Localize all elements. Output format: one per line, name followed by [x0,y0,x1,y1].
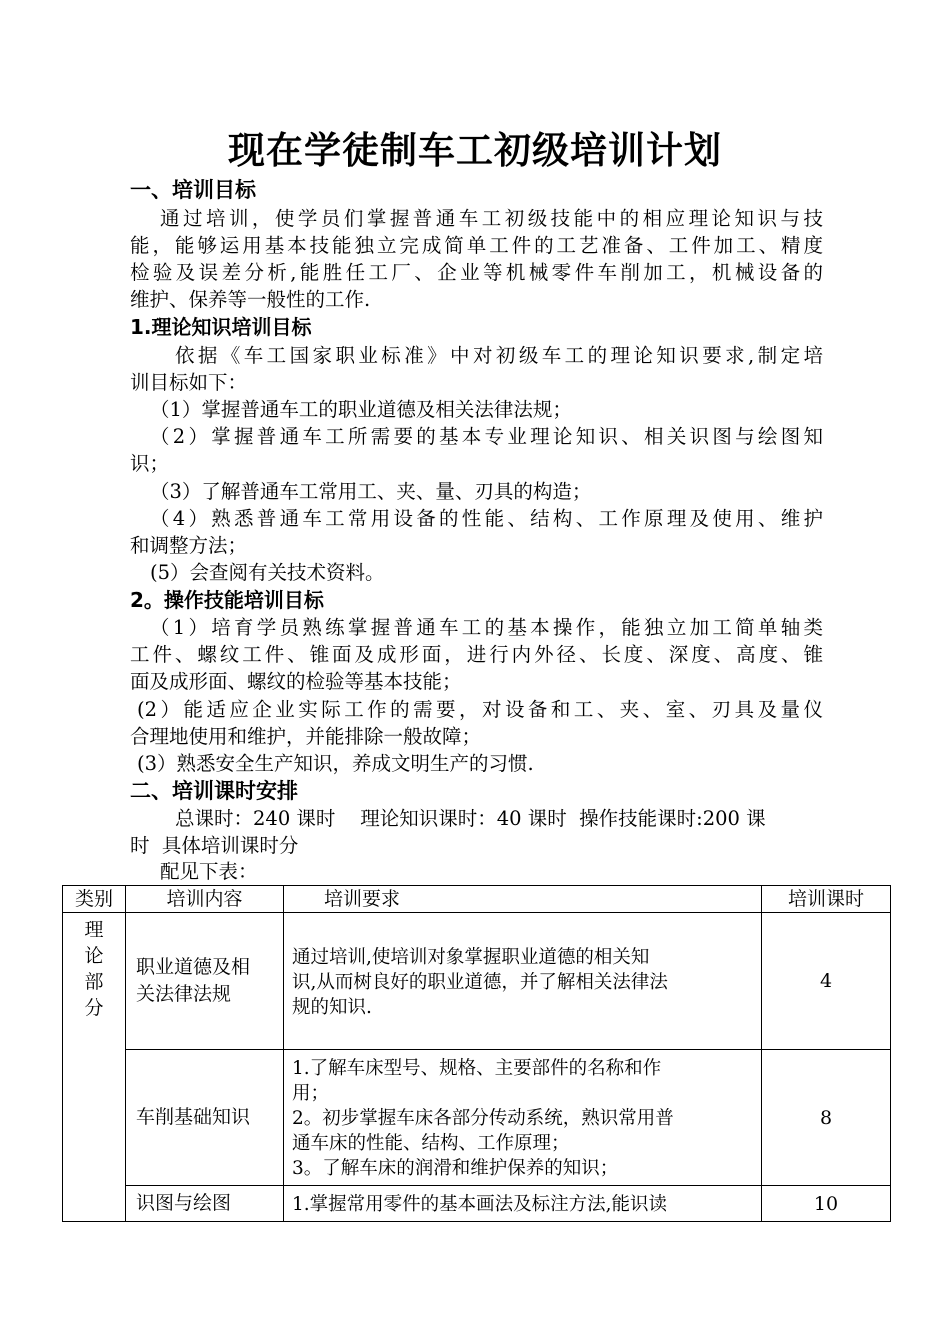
paragraph-line: 维护、保养等一般性的工作. [130,288,371,311]
paragraph-line: 依据《车工国家职业标准》中对初级车工的理论知识要求,制定培 [175,344,823,367]
table-row [63,1050,891,1186]
cell-line: 用； [292,1083,330,1104]
list-item: （2）掌握普通车工所需要的基本专业理论知识、相关识图与绘图知 [150,425,823,448]
cell-line: 职业道德及相 [136,956,251,978]
list-item: (5）会查阅有关技术资料。 [150,561,385,584]
cell-line: 识图与绘图 [136,1192,232,1214]
subsection-2-heading: 2。操作技能培训目标 [130,588,324,612]
paragraph-line: 检验及误差分析,能胜任工厂、企业等机械零件车削加工，机械设备的 [130,261,823,284]
hours-cell: 8 [762,1050,891,1186]
paragraph-line: 训目标如下： [130,371,248,394]
table-row [63,913,891,1050]
cell-line: 通过培训,使培训对象掌握职业道德的相关知 [292,946,650,968]
paragraph-line: 配见下表： [160,860,258,883]
list-item: (3）熟悉安全生产知识，养成文明生产的习惯. [137,752,534,775]
cell-line: 车削基础知识 [136,1106,251,1128]
paragraph-line: 通过培训，使学员们掌握普通车工初级技能中的相应理论知识与技 [160,207,823,230]
requirement-cell [284,1186,762,1222]
content-cell [126,1050,284,1186]
cell-line: 2。初步掌握车床各部分传动系统，熟识常用普 [292,1108,674,1129]
list-item: （4）熟悉普通车工常用设备的性能、结构、工作原理及使用、维护 [150,507,823,530]
requirement-cell [284,1050,762,1186]
list-item: 面及成形面、螺纹的检验等基本技能； [130,670,462,693]
category-char: 部 [84,971,104,993]
column-header: 培训内容 [126,886,284,913]
requirement-cell [284,913,762,1050]
paragraph-line: 能，能够运用基本技能独立完成简单工件的工艺准备、工件加工、精度 [130,234,823,257]
cell-line: 3。了解车床的润滑和维护保养的知识； [292,1158,619,1179]
cell-line: 1.掌握常用零件的基本画法及标注方法,能识读 [292,1194,668,1215]
list-item: 工件、螺纹工件、锥面及成形面，进行内外径、长度、深度、高度、锥 [130,643,823,666]
table-header-row [63,886,891,913]
cell-line: 识,从而树良好的职业道德，并了解相关法律法 [292,971,668,993]
category-char: 分 [84,997,104,1019]
list-item: 合理地使用和维护，并能排除一般故障； [130,725,482,748]
content-cell [126,913,284,1050]
category-char: 论 [84,945,104,967]
section-2-heading: 二、培训课时安排 [130,779,298,803]
list-item: （1）掌握普通车工的职业道德及相关法律法规； [150,398,572,421]
paragraph-line: 时 具体培训课时分 [130,834,299,857]
list-item: （1）培育学员熟练掌握普通车工的基本操作，能独立加工简单轴类 [150,616,823,639]
hours-cell: 4 [762,913,891,1050]
category-char: 理 [84,919,104,941]
column-header: 培训要求 [284,886,762,913]
hours-cell: 10 [762,1186,891,1222]
category-cell [63,913,126,1222]
column-header: 类别 [63,886,126,913]
cell-line: 通车床的性能、结构、工作原理； [292,1133,570,1154]
list-item: (2）能适应企业实际工作的需要，对设备和工、夹、室、刃具及量仪 [137,698,823,721]
section-1-heading: 一、培训目标 [130,178,256,202]
page-title: 现在学徒制车工初级培训计划 [228,129,722,172]
column-header: 培训课时 [762,886,891,913]
table-row [63,1186,891,1222]
list-item: 识； [130,452,170,475]
training-schedule-table [62,885,891,1222]
cell-line: 规的知识. [292,996,372,1018]
content-cell [126,1186,284,1222]
list-item: 和调整方法； [130,534,248,557]
cell-line: 1.了解车床型号、规格、主要部件的名称和作 [292,1058,662,1079]
cell-line: 关法律法规 [136,983,232,1005]
subsection-1-heading: 1.理论知识培训目标 [130,315,312,339]
paragraph-line: 总课时：240 课时 理论知识课时：40 课时 操作技能课时:200 课 [175,807,766,830]
list-item: （3）了解普通车工常用工、夹、量、刃具的构造； [150,480,592,503]
